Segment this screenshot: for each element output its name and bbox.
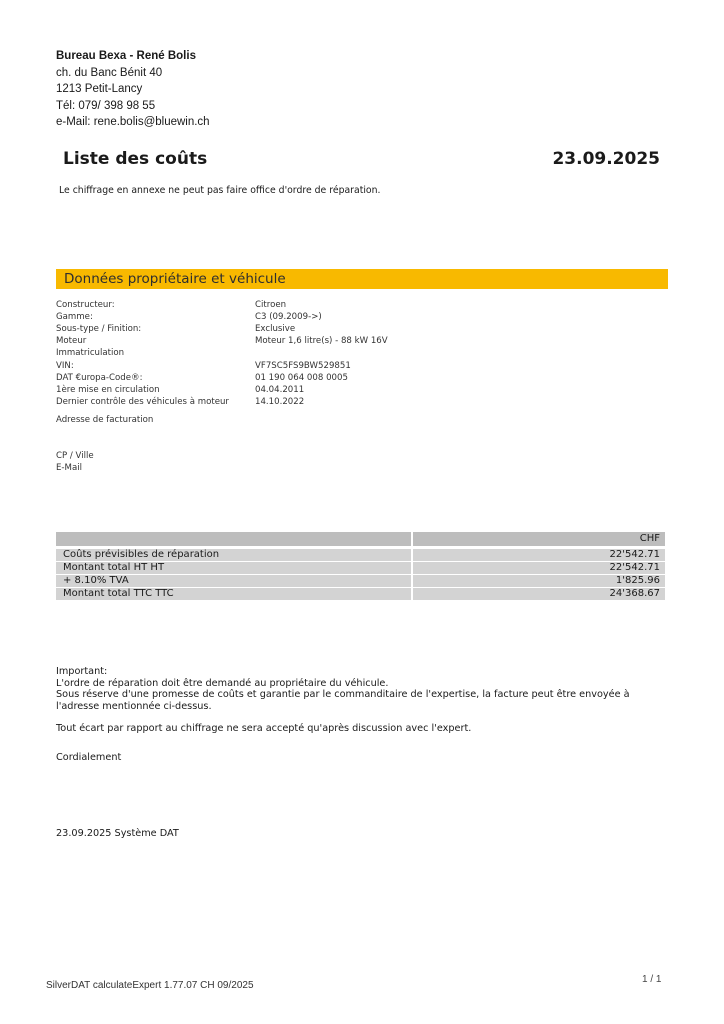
vehicle-label: VIN: xyxy=(56,361,74,371)
vehicle-row-dat-code xyxy=(56,373,456,385)
vehicle-row-range xyxy=(56,312,456,324)
cost-label: Montant total HT HT xyxy=(63,561,165,573)
note-line: Tout écart par rapport au chiffrage ne sera accepté qu'après discussion avec l'expert. xyxy=(56,723,472,735)
vehicle-row-engine xyxy=(56,336,456,348)
important-heading: Important: xyxy=(56,666,108,677)
section-title: Données propriétaire et véhicule xyxy=(64,271,286,287)
vehicle-value: Exclusive xyxy=(255,324,296,334)
sender-city: 1213 Petit-Lancy xyxy=(56,83,143,95)
cost-label-cell xyxy=(56,588,411,600)
email-label: E-Mail xyxy=(56,463,82,473)
sender-email: e-Mail: rene.bolis@bluewin.ch xyxy=(56,116,210,128)
cost-value-cell xyxy=(413,549,665,561)
table-row xyxy=(56,549,665,561)
sender-street: ch. du Banc Bénit 40 xyxy=(56,66,163,79)
vehicle-label: Constructeur: xyxy=(56,300,115,310)
vehicle-row-registration xyxy=(56,348,456,360)
vehicle-row-last-inspection xyxy=(56,397,456,409)
disclaimer: Le chiffrage en annexe ne peut pas faire office d'ordre de réparation. xyxy=(59,185,381,196)
sender-address xyxy=(56,48,210,131)
cost-label-cell xyxy=(56,549,411,561)
header-cell-currency xyxy=(413,532,665,546)
note-line: L'ordre de réparation doit être demandé au propriétaire du véhicule. xyxy=(56,677,389,689)
vehicle-value: VF7SC5FS9BW529851 xyxy=(255,361,351,371)
cost-value: 22'542.71 xyxy=(609,561,660,573)
cost-table-header xyxy=(56,532,665,546)
vehicle-value: C3 (09.2009->) xyxy=(255,312,322,322)
vehicle-label: Moteur xyxy=(56,336,87,346)
table-row xyxy=(56,588,665,600)
vehicle-value: 01 190 064 008 0005 xyxy=(255,373,348,383)
cost-label: + 8.10% TVA xyxy=(63,574,129,586)
page-title: Liste des coûts xyxy=(63,149,208,169)
currency-label: CHF xyxy=(639,533,660,544)
vehicle-label: Sous-type / Finition: xyxy=(56,324,142,334)
vehicle-value: Moteur 1,6 litre(s) - 88 kW 16V xyxy=(255,336,388,346)
note-line: Sous réserve d'une promesse de coûts et garantie par le commanditaire de l'expertise, la facture peut être envoyée à l'adresse mentionnée ci-dessus. xyxy=(56,689,630,712)
app-footer: SilverDAT calculateExpert 1.77.07 CH 09/2025 xyxy=(46,980,254,991)
cost-value-cell xyxy=(413,575,665,587)
billing-address-label: Adresse de facturation xyxy=(56,415,154,425)
vehicle-value: 14.10.2022 xyxy=(255,397,305,407)
cost-value: 1'825.96 xyxy=(615,574,660,586)
section-header xyxy=(56,269,668,289)
cost-value: 24'368.67 xyxy=(609,587,660,599)
vehicle-row-manufacturer xyxy=(56,300,456,312)
sender-phone: Tél: 079/ 398 98 55 xyxy=(56,99,156,112)
document-date: 23.09.2025 xyxy=(552,149,660,169)
vehicle-label: 1ère mise en circulation xyxy=(56,385,160,395)
vehicle-value: Citroen xyxy=(255,300,287,310)
vehicle-label: DAT €uropa-Code®: xyxy=(56,373,143,383)
vehicle-label: Gamme: xyxy=(56,312,93,322)
cost-label-cell xyxy=(56,562,411,574)
cost-value-cell xyxy=(413,588,665,600)
header-cell-label xyxy=(56,532,411,546)
cost-value-cell xyxy=(413,562,665,574)
vehicle-value: 04.04.2011 xyxy=(255,385,305,395)
cost-value: 22'542.71 xyxy=(609,549,660,560)
title-row xyxy=(63,146,660,172)
sender-name: Bureau Bexa - René Bolis xyxy=(56,50,196,62)
table-row xyxy=(56,562,665,574)
closing: Cordialement xyxy=(56,751,122,763)
vehicle-row-vin xyxy=(56,361,456,373)
cost-label: Coûts prévisibles de réparation xyxy=(63,549,220,560)
page-number: 1 / 1 xyxy=(642,974,662,985)
cost-table xyxy=(56,532,665,601)
vehicle-row-subtype xyxy=(56,324,456,336)
cost-label: Montant total TTC TTC xyxy=(63,587,174,599)
vehicle-row-first-registration xyxy=(56,385,456,397)
system-footer: 23.09.2025 Système DAT xyxy=(56,828,179,839)
zip-city-label: CP / Ville xyxy=(56,451,94,461)
cost-label-cell xyxy=(56,575,411,587)
vehicle-label: Immatriculation xyxy=(56,348,125,358)
vehicle-label: Dernier contrôle des véhicules à moteur xyxy=(56,397,229,407)
table-row xyxy=(56,575,665,587)
notes xyxy=(56,666,666,764)
